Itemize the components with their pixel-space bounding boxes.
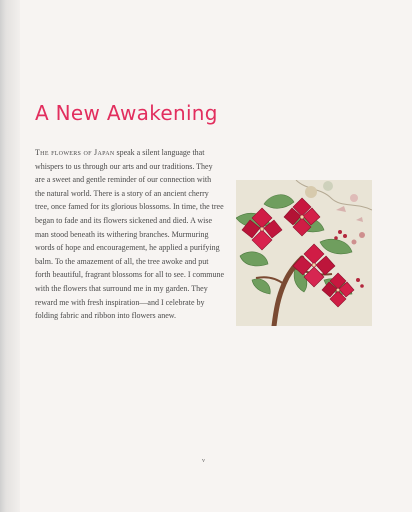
body-line-9: balm. To the amazement of all, the tree awoke and put bbox=[35, 256, 209, 266]
fabric-flowers-photo bbox=[236, 180, 372, 326]
page-title: A New Awakening bbox=[35, 101, 218, 125]
body-line-11: with the flowers that surround me in my garden. They bbox=[35, 283, 208, 293]
body-line-6: began to fade and its flowers sickened and died. A wise bbox=[35, 215, 213, 225]
body-line-1-rest: speak a silent language that bbox=[116, 148, 205, 157]
body-line-4: the natural world. There is a story of an ancient cherry bbox=[35, 188, 209, 198]
lead-smallcaps: The flowers of Japan bbox=[35, 148, 115, 157]
body-line-1 bbox=[35, 146, 227, 160]
body-line-8: words of hope and encouragement, he applied a purifying bbox=[35, 243, 220, 253]
body-line-7: man stood beneath its withering branches. Murmuring bbox=[35, 229, 209, 239]
body-line-3: are a sweet and gentle reminder of our connection with bbox=[35, 175, 212, 185]
body-paragraph bbox=[35, 146, 227, 323]
body-line-12: reward me with fresh inspiration—and I celebrate by bbox=[35, 297, 205, 307]
body-line-5: tree, once famed for its glorious blossoms. In time, the tree bbox=[35, 202, 224, 212]
body-line-13: folding fabric and ribbon into flowers anew. bbox=[35, 311, 176, 321]
body-line-2: whispers to us through our arts and our traditions. They bbox=[35, 161, 213, 171]
page-number: v bbox=[202, 458, 205, 464]
fabric-flowers-illustration bbox=[236, 180, 372, 326]
page-binding-edge bbox=[0, 0, 20, 512]
body-line-10: forth beautiful, fragrant blossoms for all to see. I commune bbox=[35, 270, 225, 280]
